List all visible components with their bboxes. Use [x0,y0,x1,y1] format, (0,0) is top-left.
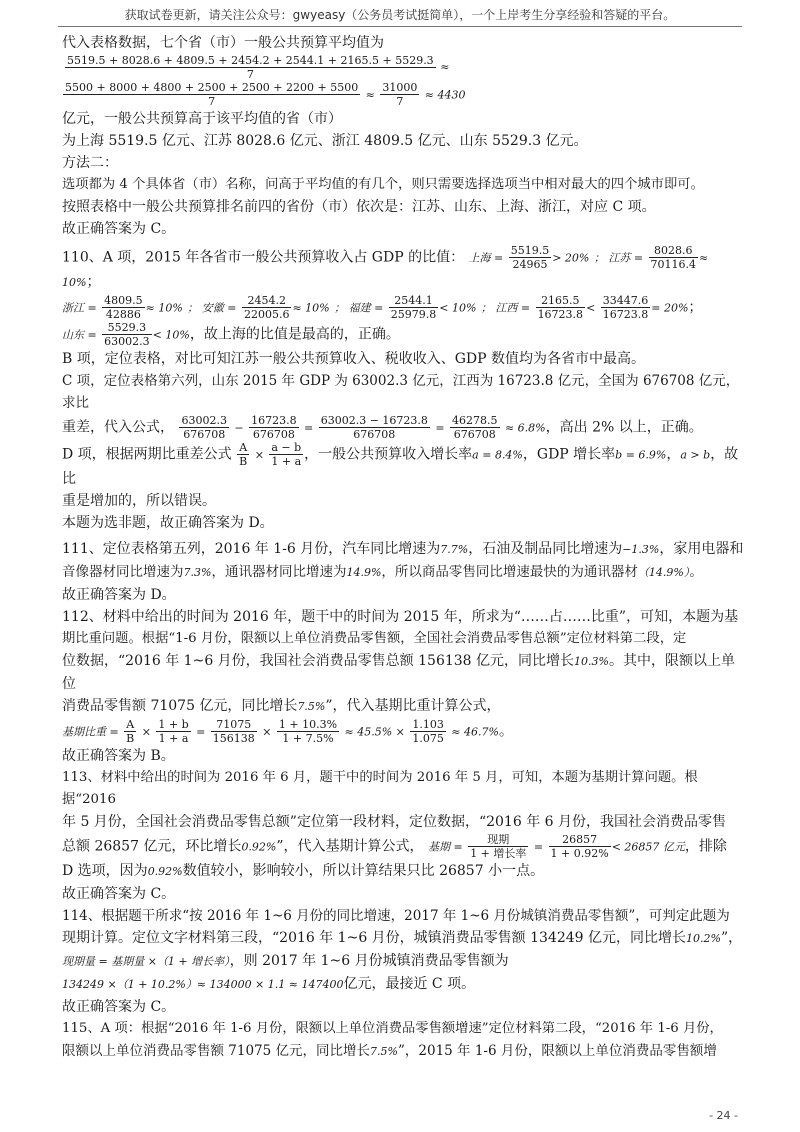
header-divider [58,26,742,27]
sec0-method2: 方法二： [62,155,118,171]
q110-answer: 本题为选非题，故正确答案为 D。 [62,515,274,531]
q113-l3: 总额 26857 亿元，环比增长0.92%”，代入基期计算公式， 基期 = $\frac{\text{现期}}{\text{1 + 增长率}}$ = $\frac{26857}{1 + 0.92\%}$ < 26857 亿元，排除 [62,833,727,860]
sec0-sum1-frac: $\frac{5519.5 + 8028.6 + 4809.5 + 2454.2 + 2544.1 + 2165.5 + 5529.3}{7}$ [67,54,434,81]
sec0-sum2-frac: $\frac{5500 + 8000 + 4800 + 2500 + 2500 + 2200 + 5500}{7}$ [65,81,359,108]
q110-b: B 项，定位表格，对比可知江苏一般公共预算收入、税收收入、GDP 数值均为各省市中最高。 [62,351,646,367]
q114-l4: 134249 ×（1 + 10.2%）≈ 134000 × 1.1 ≈ 147400亿元，最接近 C 项。 [62,976,476,992]
sec0-sum2-row: $\frac{5500 + 8000 + 4800 + 2500 + 2500 + 2200 + 5500}{7}$ ≈ $\frac{31000}{7}$ ≈ 4430亿元，一般公共预算高于该平均值的省（市） [62,81,466,127]
sec0-m2b: 按照表格中一般公共预算排名前四的省份（市）依次是：江苏、山东、上海、浙江，对应 C 项。 [62,199,656,215]
sec0-frac3: $\frac{31000}{7}$ [382,81,418,108]
q113-l4: D 选项，因为0.92%数值较小，影响较小，所以计算结果只比 26857 小一点。 [62,863,545,879]
q112-l2: 期比重问题。根据“1-6 月份，限额以上单位消费品零售额，全国社会消费品零售总额”定位材料第二段，定 [62,631,687,646]
q113-l2: 年 5 月份，全国社会消费品零售总额”定位第一段材料，定位数据，“2016 年 6 月份，我国社会消费品零售 [62,814,727,830]
q113-answer: 故正确答案为 C。 [62,886,176,902]
sec0-line2: 为上海 5519.5 亿元、江苏 8028.6 亿元、浙江 4809.5 亿元、山东 5529.3 亿元。 [62,133,588,149]
page-header: 获取试卷更新，请关注公众号：gwyeasy（公务员考试挺简单），一个上岸考生分享经验和答疑的平台。 [124,8,676,22]
q111-l1: 111、定位表格第五列，2016 年 1-6 月份，汽车同比增速为7.7%，石油及制品同比增速为−1.3%，家用电器和 [62,541,744,557]
sec0-m2a: 选项都为 4 个具体省（市）名称，问高于平均值的有几个，则只需要选择选项当中相对最大的四个城市即可。 [62,177,704,192]
q110-d-line2: 重是增加的，所以错误。 [62,493,216,509]
q112-formula: 基期比重 = $\frac{A}{B}$ × $\frac{1 + b}{1 + a}$ = $\frac{71075}{156138}$ × $\frac{1 + 10.3\%}{1 + 7.5\%}$ ≈ 45.5% × $\frac{1.103}{1.075}$ ≈ 46.7%。 [62,718,513,745]
sec0-sum1-row: $\frac{5519.5 + 8028.6 + 4809.5 + 2454.2 + 2544.1 + 2165.5 + 5529.3}{7}$ ≈ [67,54,450,81]
q112-l1: 112、材料中给出的时间为 2016 年，题干中的时间为 2015 年，所求为“……占……比重”，可知，本题为基 [62,609,739,625]
q112-l3: 位数据，“2016 年 1~6 月份，我国社会消费品零售总额 156138 亿元，同比增长10.3%。其中，限额以上单位 [62,653,735,692]
q112-answer: 故正确答案为 B。 [62,748,175,764]
q115-l1: 115、A 项：根据“2016 年 1-6 月份，限额以上单位消费品零售额增速”定位材料第二段，“2016 年 1-6 月份， [62,1021,723,1036]
q114-answer: 故正确答案为 C。 [62,999,176,1015]
q114-l2: 现期计算。定位文字材料第三段，“2016 年 1~6 月份，城镇消费品零售额 134249 亿元，同比增长10.2%”， [62,930,743,946]
sec0-answer: 故正确答案为 C。 [62,221,176,237]
q115-l2: 限额以上单位消费品零售额 71075 亿元，同比增长7.5%”，2015 年 1-6 月份，限额以上单位消费品零售额增 [62,1043,717,1059]
q110-c2: 重差，代入公式， $\frac{63002.3}{676708}$ − $\frac{16723.8}{676708}$ = $\frac{63002.3 - 16723.8}{676708}$ = $\frac{46278.5}{676708}$ ≈ 6.8%，高出 2% 以上，正确。 [62,414,703,441]
q110-c1: C 项，定位表格第六列，山东 2015 年 GDP 为 63002.3 亿元，江西为 16723.8 亿元，全国为 676708 亿元，求比 [62,373,740,411]
q112-l4: 消费品零售额 71075 亿元，同比增长7.5%”，代入基期比重计算公式， [62,698,501,714]
sec0-intro: 代入表格数据，七个省（市）一般公共预算平均值为 [62,35,384,51]
q114-l3: 现期量 = 基期量 ×（1 + 增长率），则 2017 年 1~6 月份城镇消费品零售额为 [62,953,509,969]
page-content [62,32,744,1063]
q111-answer: 故正确答案为 D。 [62,587,176,603]
q110-row1: 110、A 项，2015 年各省市一般公共预算收入占 GDP 的比值： 上海 = $\frac{5519.5}{24965}$ > 20% ； 江苏 = $\frac{8028.6}{70116.4}$ ≈ 10%； [62,244,709,290]
q110-row2: 浙江 = $\frac{4809.5}{42886}$ ≈ 10% ； 安徽 = $\frac{2454.2}{22005.6}$ ≈ 10% ； 福建 = $\frac{2544.1}{25979.8}$ < 10% ； 江西 = $\frac{2165.5}{16723.8}$ < $\frac{33447.6}{16723.8}$ = 20%； [62,294,703,321]
q111-l2: 音像器材同比增速为7.3%，通讯器材同比增速为14.9%，所以商品零售同比增速最快的为通讯器材（14.9%）。 [62,564,703,580]
page-number: - 24 - [709,1109,738,1122]
q113-l1: 113、材料中给出的时间为 2016 年 6 月，题干中的时间为 2016 年 5 月，可知，本题为基期计算问题。根据“2016 [62,770,698,807]
q110-d: D 项，根据两期比重差公式 $\frac{A}{B}$ × $\frac{a - b}{1 + a}$ ，一般公共预算收入增长率a = 8.4%，GDP 增长率b = 6.9%，a > b，故比 [62,441,739,487]
q110-row3: 山东 = $\frac{5529.3}{63002.3}$ < 10%，故上海的比值是最高的，正确。 [62,321,400,348]
q114-l1: 114、根据题干所求“按 2016 年 1~6 月份的同比增速，2017 年 1~6 月份城镇消费品零售额”，可判定此题为 [62,908,730,924]
